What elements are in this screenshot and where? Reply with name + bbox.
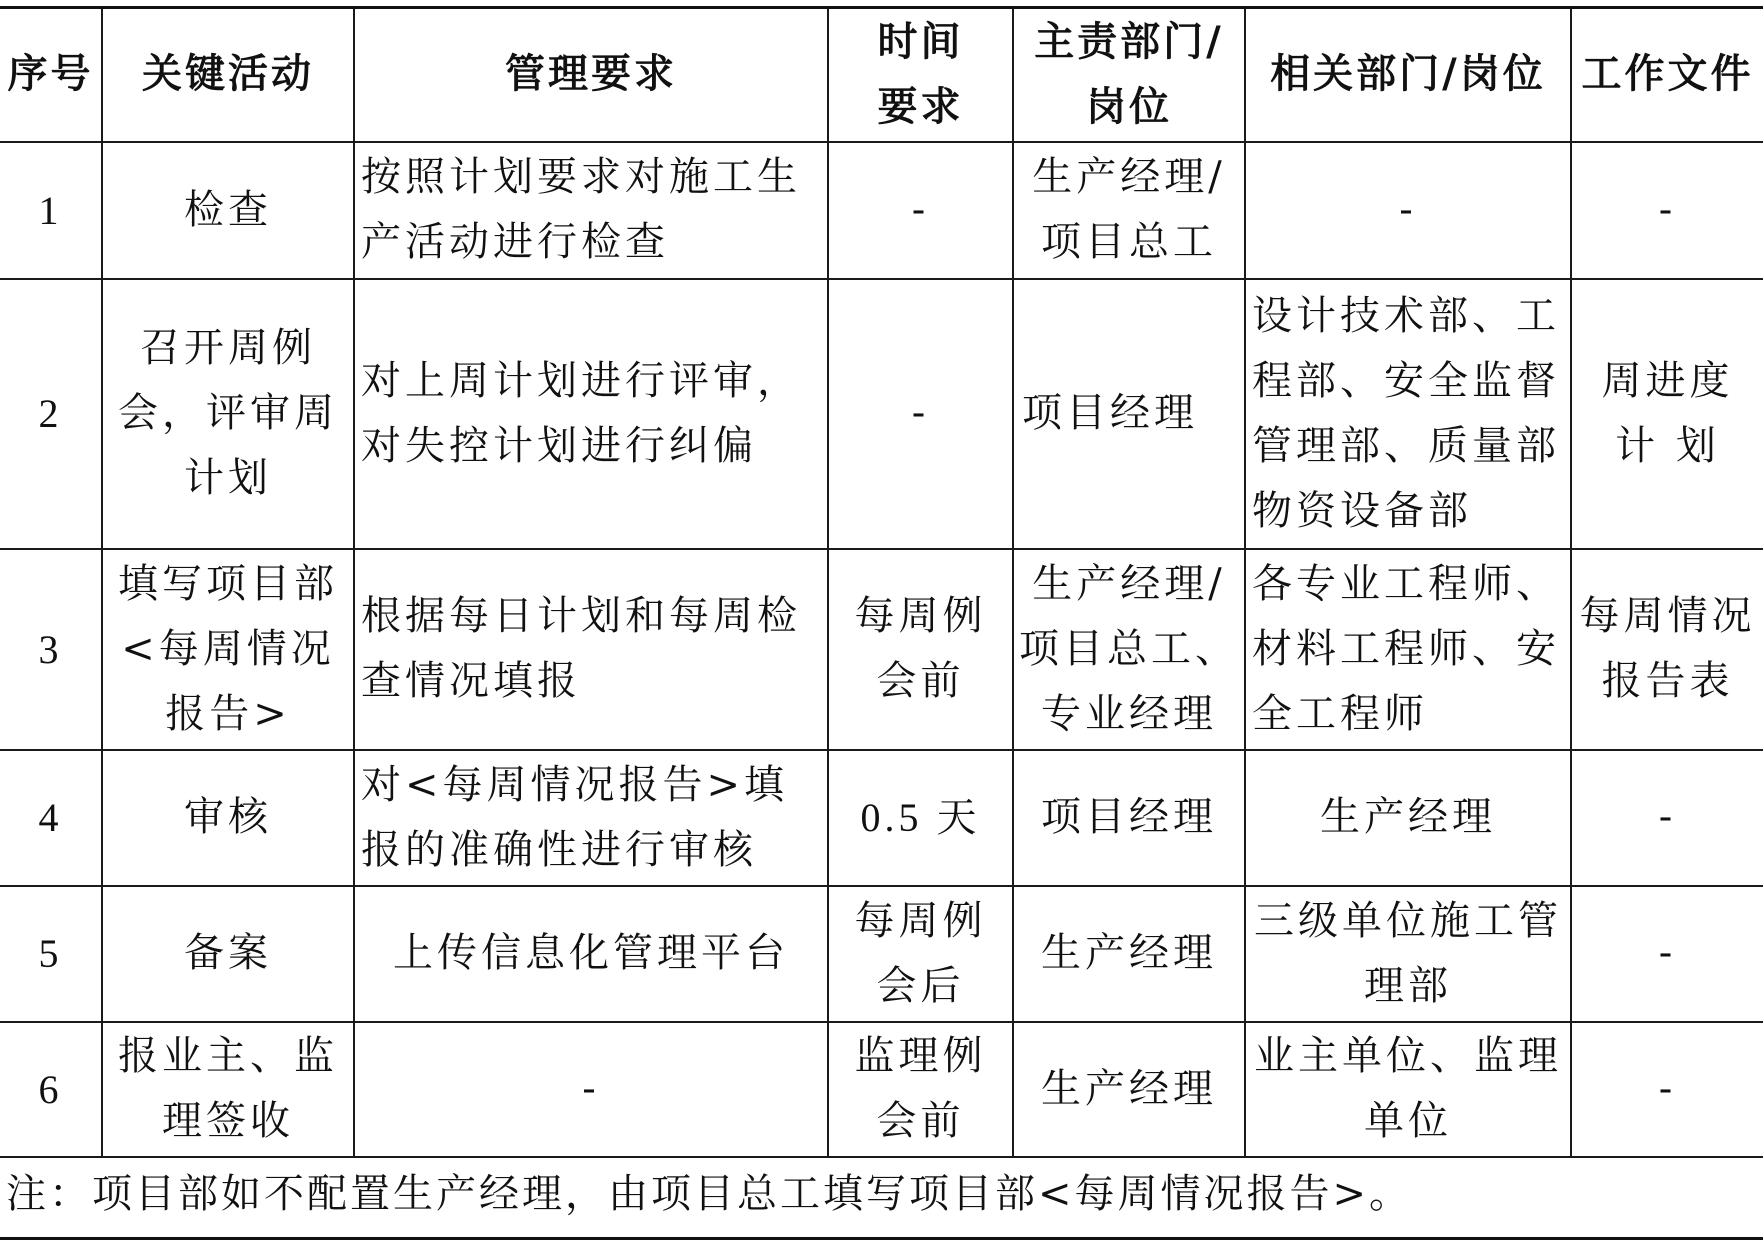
table-note: 注：项目部如不配置生产经理，由项目总工填写项目部<每周情况报告>。 [6,1171,1413,1217]
table-row [0,279,1763,549]
related-department: - [1245,142,1571,279]
header-cell: 管理要求 [354,8,828,142]
responsible-department: 项目经理 [1013,279,1245,549]
header-cell: 工作文件 [1571,8,1763,142]
management-requirement: 对<每周情况报告>填报的准确性进行审核 [354,750,828,886]
time-requirement: 0.5 天 [828,750,1013,886]
row-number: 4 [0,750,102,886]
header-cell: 主责部门/岗位 [1013,8,1245,142]
work-document: 每周情况报告表 [1571,549,1763,750]
work-document: - [1571,1022,1763,1157]
management-requirement: 根据每日计划和每周检查情况填报 [354,549,828,750]
time-requirement: - [828,142,1013,279]
activity-table [0,6,1763,1158]
table-row [0,1022,1763,1157]
row-number: 5 [0,886,102,1022]
row-number: 1 [0,142,102,279]
management-requirement: 对上周计划进行评审，对失控计划进行纠偏 [354,279,828,549]
row-number: 2 [0,279,102,549]
management-requirement: - [354,1022,828,1157]
key-activity: 报业主、监理签收 [102,1022,354,1157]
work-document: - [1571,750,1763,886]
row-number: 3 [0,549,102,750]
header-cell: 序号 [0,8,102,142]
related-department: 设计技术部、工程部、安全监督管理部、质量部物资设备部 [1245,279,1571,549]
related-department: 生产经理 [1245,750,1571,886]
time-requirement: 每周例会前 [828,549,1013,750]
key-activity: 填写项目部<每周情况报告> [102,549,354,750]
table-row [0,750,1763,886]
responsible-department: 生产经理 [1013,886,1245,1022]
key-activity: 检查 [102,142,354,279]
header-cell: 时间要求 [828,8,1013,142]
table-header-row [0,8,1763,142]
management-requirement: 按照计划要求对施工生产活动进行检查 [354,142,828,279]
management-requirement: 上传信息化管理平台 [354,886,828,1022]
table-row [0,142,1763,279]
time-requirement: - [828,279,1013,549]
responsible-department: 生产经理 [1013,1022,1245,1157]
time-requirement: 监理例会前 [828,1022,1013,1157]
key-activity: 审核 [102,750,354,886]
time-requirement: 每周例会后 [828,886,1013,1022]
key-activity: 备案 [102,886,354,1022]
header-cell: 相关部门/岗位 [1245,8,1571,142]
table-row [0,886,1763,1022]
row-number: 6 [0,1022,102,1157]
related-department: 业主单位、监理单位 [1245,1022,1571,1157]
related-department: 三级单位施工管理部 [1245,886,1571,1022]
responsible-department: 生产经理/项目总工 [1013,142,1245,279]
header-cell: 关键活动 [102,8,354,142]
bottom-rule [0,1237,1763,1240]
responsible-department: 项目经理 [1013,750,1245,886]
key-activity: 召开周例会，评审周计划 [102,279,354,549]
work-document: - [1571,142,1763,279]
responsible-department: 生产经理/项目总工、专业经理 [1013,549,1245,750]
work-document: 周进度计 划 [1571,279,1763,549]
work-document: - [1571,886,1763,1022]
related-department: 各专业工程师、材料工程师、安全工程师 [1245,549,1571,750]
table-row [0,549,1763,750]
